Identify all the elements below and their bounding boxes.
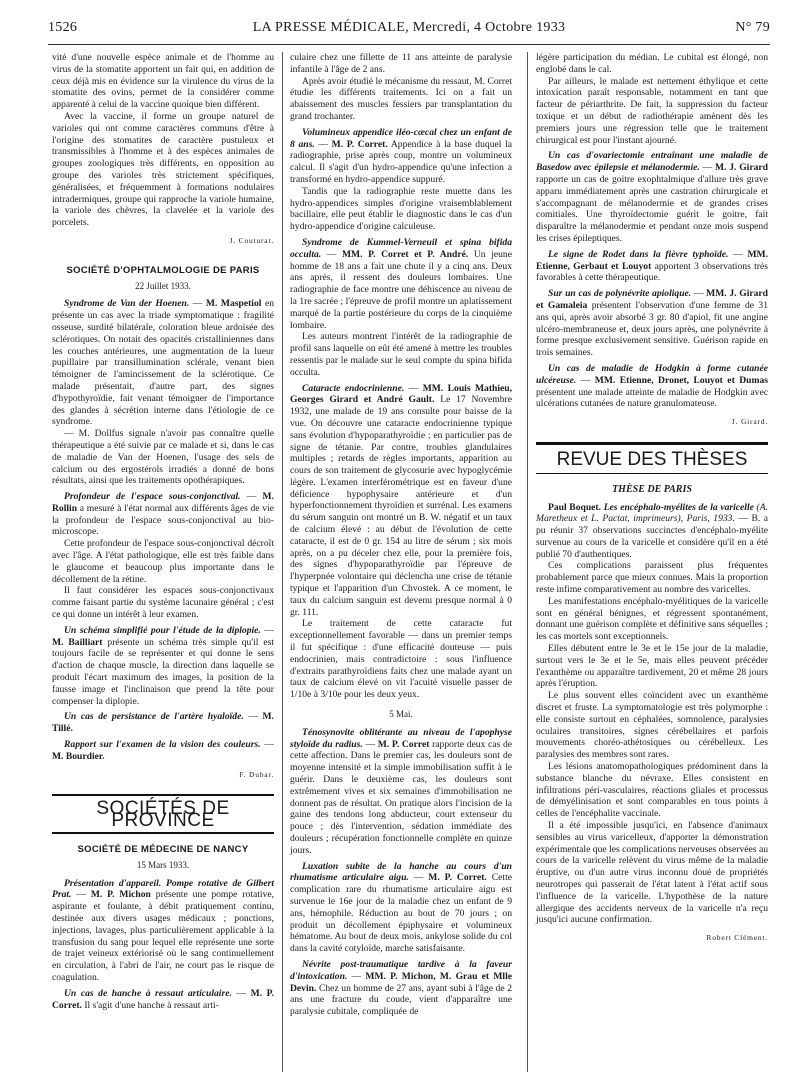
paragraph: Le plus souvent elles coïncident avec un exanthème discret et fruste. La symptomatologie est très polymorphe : elle consiste surtout en céphalées, somnolence, paralysies oculaires transitoires, signes cérébellaires et parfois mouvements choréo-athétosiques ou cérébelleux. Les paralysies des membres sont rares. (536, 690, 768, 761)
article-text: Chez un homme de 27 ans, ayant subi à l'âge de 2 ans une fracture du coude, vient d'apparaître une paralysie cubitale, compliquée de (290, 982, 512, 1018)
header-rule (48, 44, 770, 45)
subsection-heading: THÈSE DE PARIS (612, 483, 692, 495)
article-author: M. P. Michon (90, 889, 151, 901)
article-text: a mesuré à l'état normal aux différents âges de vie la profondeur de l'espace sous-conjonctival au bio-microscope. (52, 502, 274, 538)
article: Cataracte endocrinienne. — MM. Louis Mathieu, Georges Girard et André Gault. Le 17 Novembre 1932, une malade de 19 ans consulte pour baisse de la vue. On découvre une cataracte endocrinienne typique sans évolution d'hypoparathyroïdie ; en particulier pas de signe de tétanie. Par contre, troubles glandulaires multiples ; retards de règles importants, apparition au cours de son traitement de glycosurie avec hypoglycémie légère. L'examen interférométrique est en faveur d'une déficience hypophysaire antérieure et d'un hyperfonctionnement thyroïdien et surrénal. Les examens du sérum sanguin ont montré un B. W. négatif et un taux de calcium élevé : au début de l'évolution de cette cataracte, il est de 0 gr. 154 au litre de sérum ; six mois après, on a pu déceler chez elle, pour la première fois, des signes d'hypoparathyroïdie par l'épreuve de l'hyperpnée volontaire qui déclencha une crise de tétanie typique et l'apparition d'un Chvostek. A ce moment, le taux du calcium sanguin est devenu presque normal à 0 gr. 111. (290, 382, 513, 618)
article: Un cas de maladie de Hodgkin à forme cutanée ulcéreuse. — MM. Etienne, Dronet, Louyot et Dumas présentent une malade atteinte de maladie de Hodgkin avec ulcérations cutanées de nature granulomateuse. (536, 362, 769, 410)
article-title: Un schéma simplifié pour l'étude de la diplopie. (64, 624, 261, 636)
article-text: Appendice à la base duquel la radiographie, prise après coup, montre un volumineux calcul. Il s'agit d'un hydro-appendice qu'une infection a transformé en hydro-appendice suppuré. (290, 138, 513, 185)
article-title: Cataracte endocrinienne. (302, 382, 405, 394)
article: Le signe de Rodet dans la fièvre typhoïde. — MM. Etienne, Gerbaut et Louyot apportent 3 observations très favorables à cette thérapeutique. (536, 248, 768, 284)
paragraph: — M. Dollfus signale n'avoir pas connaître quelle thérapeutique a été suivie par ce malade et si, dans le cas de maladie de Van der Hoenen, l'usage des sels de calcium ou des ergostérols irradiés a donné de bons résultats, ainsi que les traitements opothérapiques. (52, 428, 274, 487)
article-title: Le signe de Rodet dans la fièvre typhoïde. (548, 248, 729, 260)
journal-title: LA PRESSE MÉDICALE, Mercredi, 4 Octobre 1933 (252, 20, 566, 35)
article: Rapport sur l'examen de la vision des couleurs. — M. Bourdier. (52, 739, 274, 762)
article-title: Syndrome de Kummel-Verneuil et spina bifida occulta. (290, 236, 512, 260)
article-title: Névrite post-traumatique tardive à la faveur d'intoxication. (290, 958, 512, 982)
paragraph: Les auteurs montrent l'intérêt de la radiographie de profil sans laquelle on eût été amené à mettre les troubles ressentis par le malade sur le seul compte du spina bifida occulta. (290, 331, 512, 378)
article-text: présente une pompe rotative, aspirante et foulante, à débit pratiquement continu, destinée aux divers usages médicaux ; ponctions, injections, lavages, plus particulièrement applicable à la transfusion du sang pour lequel elle représente une sorte de trajet veineux extériorisé où le sang continuellement en circulation, à l'abri de l'air, ne court pas le risque de coagulation. (52, 889, 275, 983)
column-3 (536, 52, 768, 952)
article-text: Le 17 Novembre 1932, une malade de 19 ans consulte pour baisse de la vue. On découvre une cataracte endocrinienne typique sans évolution d'hypoparathyroïdie ; en particulier pas de signe de tétanie. Par contre, troubles glandulaires multiples ; retards de règles importants, apparition au cours de son traitement de glycosurie avec hypoglycémie légère. L'examen interférométrique est en faveur d'une déficience hypophysaire antérieure et d'un hyperfonctionnement thyroïdien et surrénal. Les examens du sérum sanguin ont montré un B. W. négatif et un taux de calcium élevé : au début de l'évolution de cette cataracte, il est de 0 gr. 154 au litre de sérum ; six mois après, on a pu déceler chez elle, pour la première fois, des signes d'hypoparathyroïdie par l'épreuve de l'hyperpnée volontaire qui déclencha une crise de tétanie typique et l'apparition d'un Chvostek. A ce moment, le taux du calcium sanguin est devenu presque normal à 0 gr. 111. (290, 394, 512, 618)
page-number: 1526 (48, 20, 78, 35)
article: Profondeur de l'espace sous-conjonctival. — M. Rollin a mesuré à l'état normal aux différents âges de vie la profondeur de l'espace sous-conjonctival au bio-microscope. (52, 491, 275, 538)
article-text: en présente un cas avec la triade symptomatique : fragilité osseuse, surdité bilatérale, coloration bleue ardoisée des sclérotiques. On notait des opacités cristalliniennes dans les couches antérieures, une augmentation de la lueur pupillaire par transillumination sclérale, venant bien témoigner de l'amincissement de la sclérotique. Ce malade présentait, d'autre part, des signes d'hypothyroïdie, fait venant témoigner de l'importance des glandes à sécrétion interne dans l'étiologie de ce syndrome. (52, 298, 275, 428)
article-author: M. Bourdier. (52, 750, 105, 762)
paragraph: culaire chez une fillette de 11 ans atteinte de paralysie infantile à l'âge de 2 ans. (290, 52, 512, 75)
article-author: M. Maspetiol (205, 298, 262, 310)
article-title: Sur un cas de polynévrite apiolique. (548, 288, 692, 300)
article-author: M. Bailliart (52, 636, 103, 648)
article-text: rapporte deux cas de cette affection. Dans le premier cas, les douleurs sont de moyenne intensité et la simple immobilisation suffit à le guérir. Dans le deuxième cas, les douleurs sont extrêmement vives et six semaines d'immobilisation ne donnent pas de résultat. On pratique alors l'incision de la gaine des tendons long abducteur, court extenseur du pouce ; dès l'intervention, sédation immédiate des douleurs ; récupération fonctionnelle complète en quinze jours. (290, 738, 512, 856)
issue-number: N° 79 (735, 20, 770, 35)
column-divider (527, 52, 528, 1072)
paragraph: Il faut considérer les espaces sous-conjonctivaux comme faisant partie du système lacunaire général ; c'est ce qui donne un intérêt à leur examen. (52, 585, 274, 621)
column-2 (290, 52, 512, 1018)
article-text: apportent 3 observations très favorables à cette thérapeutique. (536, 260, 768, 284)
article-title: Rapport sur l'examen de la vision des couleurs. (64, 739, 261, 751)
article-text: Cette complication rare du rhumatisme articulaire aigu est survenue le 16e jour de la maladie chez un enfant de 9 ans, hémophile. Réduction au bout de 70 jours ; on produit un décollement épiphysaire et volumineux hématome. Au bout de deux mois, ankylose solide du col dans la cavité cotyloïde, marche satisfaisante. (290, 872, 513, 955)
article-title: Les encéphalo-myélites de la varicelle (603, 501, 754, 513)
article-text: Il s'agit d'une hanche à ressaut arti- (84, 999, 219, 1011)
paragraph: Par ailleurs, le malade est nettement éthylique et cette intoxication paraît responsable, notamment en tant que facteur de périarthrite. De fait, la suppression du facteur toxique et un début de radiothérapie amènent dès les premiers jours une régression telle que le traitement chirurgical est pour l'instant ajourné. (536, 75, 768, 146)
section-heading: REVUE DES THÈSES (536, 442, 768, 474)
paragraph: Le traitement de cette cataracte fut exceptionnellement favorable — dans un premier temps il fut spécifique : d'une efficacité douteuse — puis endocrinien, mais contradictoire : sous l'influence d'extraits parathyroïdiens faits chez une malade ayant un taux de calcium élevé on vit l'acuité visuelle passer de 1/10e à 3/10e pour les deux yeux. (290, 618, 512, 701)
article-text: Un jeune homme de 18 ans a fait une chute il y a cinq ans. Deux ans après, il ressent des douleurs lombaires. Une radiographie de face montre une déhiscence au niveau de la 1re sacrée ; l'épreuve de profil montre un aplatissement marqué de la partie postérieure du corps de la cinquième lombaire. (290, 248, 512, 331)
session-date: 15 Mars 1933. (136, 859, 190, 870)
article: Syndrome de Van der Hoenen. — M. Maspetiol en présente un cas avec la triade symptomatique : fragilité osseuse, surdité bilatérale, coloration bleue ardoisée des sclérotiques. On notait des opacités cristalliniennes dans les couches antérieures, une augmentation de la lueur pupillaire par transillumination sclérale, venant bien témoigner de l'amincissement de la sclérotique. Ce malade présentait, d'autre part, des signes d'hypothyroïdie, fait venant témoigner de l'importance des glandes à sécrétion interne dans l'étiologie de ce syndrome. (52, 298, 275, 428)
article-title: Un cas d'ovariectomie entraînant une maladie de Basedow avec épilepsie et mélanodermie. (536, 150, 768, 174)
article-author: M. Rollin (52, 491, 275, 514)
article-author: MM. P. Corret et P. André. (342, 248, 469, 260)
paragraph: Ces complications paraissent plus fréquentes probablement parce que mieux connues. Mais la proportion reste infime comparativement au nombre des varicelles. (536, 560, 768, 596)
society-heading: SOCIÉTÉ D'OPHTALMOLOGIE DE PARIS (66, 264, 260, 276)
paragraph: Les lésions anatomopathologiques prédominent dans la substance blanche du névraxe. Elles consistent en infiltrations péri-vasculaires, réactions gliales et processus de démyélinisation et sont comparables en tous points à celles de l'encéphalite vaccinale. (536, 761, 768, 820)
paragraph: Après avoir étudié le mécanisme du ressaut, M. Corret étudie les différents traitements. Ici on a fait un abaissement des muscles fessiers par transplantation du grand trochanter. (290, 75, 512, 122)
article: Ténosynovite oblitérante au niveau de l'apophyse styloïde du radius. — M. P. Corret rapporte deux cas de cette affection. Dans le premier cas, les douleurs sont de moyenne intensité et la simple immobilisation suffit à le guérir. Dans le deuxième cas, les douleurs sont extrêmement vives et six semaines d'immobilisation ne donnent pas de résultat. On pratique alors l'incision de la gaine des tendons long abducteur, court extenseur du pouce ; dès l'intervention, sédation immédiate des douleurs ; récupération fonctionnelle complète en quinze jours. (290, 726, 512, 856)
article-title: Un cas de hanche à ressaut articulaire. (64, 987, 232, 999)
paragraph: Cette profondeur de l'espace sous-conjonctival décroît avec l'âge. A l'état pathologique, elle est très faible dans le glaucome et beaucoup plus importante dans le décollement de la rétine. (52, 538, 274, 585)
session-date: 22 Juillet 1933. (135, 280, 191, 291)
article-text: présente un schéma très simple qu'il est toujours facile de se représenter et qui donne le sens d'action de chaque muscle, la direction dans laquelle se produit l'écart maximum des images, la position de la fausse image et l'inclinaison que prend la tête pour compenser la diplopie. (52, 636, 274, 707)
paragraph: vité d'une nouvelle espèce animale et de l'homme au virus de la stomatite apportent un fait qui, en addition de ceux déjà mis en évidence sur la virulence du virus de la stomatite des ovins, permet de la considérer comme apparenté à celui de la vaccine quoique bien différent. (52, 52, 274, 111)
article-author: M. Tillé. (52, 711, 274, 735)
article-title: Volumineux appendice iléo-cæcal chez un enfant de 8 ans. (290, 126, 512, 150)
article-title: Un cas de persistance de l'artère hyaloïde. (64, 711, 244, 723)
article: Névrite post-traumatique tardive à la faveur d'intoxication. — MM. P. Michon, M. Grau et Mlle Devin. Chez un homme de 27 ans, ayant subi à l'âge de 2 ans une fracture du coude, vient d'apparaître une paralysie cubitale, compliquée de (290, 958, 513, 1018)
article: Syndrome de Kummel-Verneuil et spina bifida occulta. — MM. P. Corret et P. André. Un jeune homme de 18 ans a fait une chute il y a cinq ans. Deux ans après, il ressent des douleurs lombaires. Une radiographie de face montre une déhiscence au niveau de la 1re sacrée ; l'épreuve de profil montre un aplatissement marqué de la partie postérieure du corps de la cinquième lombaire. (290, 236, 512, 331)
paragraph: Il a été impossible jusqu'ici, en l'absence d'animaux sensibles au virus varicelleux, d'apporter la démonstration expérimentale que les complications nerveuses observées au cours de la varicelle relèvent du virus même de la maladie éruptive, ou d'un autre virus inconnu doué de propriétés neurotropes qui passerait de l'état latent à l'état actif sous l'influence de la varicelle. L'hypothèse de la nature allergique des accidents nerveux de la varicelle n'a reçu jusqu'ici aucune confirmation. (536, 820, 768, 926)
signature: J. Girard. (731, 417, 768, 427)
session-date: 5 Mai. (389, 709, 413, 720)
article-author: MM. P. Michon, M. Grau et Mlle Devin. (290, 970, 513, 994)
article-title: Ténosynovite oblitérante au niveau de l'apophyse styloïde du radius. (290, 726, 512, 750)
column-1 (52, 52, 274, 1011)
article: Sur un cas de polynévrite apiolique. — MM. J. Girard et Gamaleia présentent l'observation d'une femme de 31 ans qui, après avoir absorbé 3 gr. 80 d'apiol, fit une angine ulcéro-membraneuse et, deux jours après, une polynévrite à forme presque exclusivement sensitive. Guérison rapide en trois semaines. (536, 288, 769, 359)
paragraph: Avec la vaccine, il forme un groupe naturel de varioles qui ont comme caractères communs d'être à l'origine des stomatites de caractère pustuleux et transmissibles à l'homme et à des espèces animales de groupes zoologiques très différents, en opposition au groupe des varioles très strictement spécifiques, généralisées, et fréquemment à formations nodulaires intradermiques, groupe qui rapproche la variole humaine, la variole des chèvres, la clavelée et la variole des porcelets. (52, 110, 274, 229)
paragraph: Elles débutent entre le 3e et le 15e jour de la maladie, surtout vers le 3e et le 5e, mais elles peuvent précéder l'exanthème ou apparaître tardivement, 20 et même 28 jours après l'éruption. (536, 643, 768, 690)
column-divider (282, 52, 283, 1072)
article-author: MM. Etienne, Dronet, Louyot et Dumas (594, 374, 769, 386)
paragraph: légère participation du médian. Le cubital est élongé, non englobé dans le cal. (536, 52, 768, 75)
article-author: M. P. Corret. (428, 872, 487, 884)
article-title: Luxation subite de la hanche au cours d'un rhumatisme articulaire aigu. (290, 860, 512, 884)
article-text: rapporte un cas de goitre exophtalmique d'allure très grave apparu immédiatement après une castration chirurgicale et s'accompagnant de mélanodermie et de grandes crises comitiales. Une thyroïdectomie guérit le goitre, fait disparaître la mélanodermie et pendant onze mois suspend les crises épileptiques. (536, 173, 768, 244)
article-title: Profondeur de l'espace sous-conjonctival. (64, 491, 241, 503)
paragraph: Tandis que la radiographie reste muette dans les hydro-appendices simples d'origine vraisemblablement bacillaire, elle peut établir le diagnostic dans le cas d'un hydro-appendice d'origine calculeuse. (290, 185, 512, 233)
signature: J. Couturat. (229, 235, 274, 245)
article-text: B. a pu réunir 37 observations succinctes d'encéphalo-myélite survenue au cours de la varicelle et considère qu'il en a été publié 70 d'authentiques. (536, 513, 768, 560)
article-author: M. J. Girard (714, 162, 768, 174)
article: Un cas d'ovariectomie entraînant une maladie de Basedow avec épilepsie et mélanodermie. — M. J. Girard rapporte un cas de goitre exophtalmique d'allure très grave apparu immédiatement après une castration chirurgicale et s'accompagnant de mélanodermie et de grandes crises comitiales. Une thyroïdectomie guérit le goitre, fait disparaître la mélanodermie et pendant onze mois suspend les crises épileptiques. (536, 150, 768, 244)
article: Volumineux appendice iléo-cæcal chez un enfant de 8 ans. — M. P. Corret. Appendice à la base duquel la radiographie, prise après coup, montre un volumineux calcul. Il s'agit d'un hydro-appendice qu'une infection a transformé en hydro-appendice suppuré. (290, 126, 513, 185)
article-title: Syndrome de Van der Hoenen. (64, 298, 190, 310)
society-heading: SOCIÉTÉ DE MÉDECINE DE NANCY (77, 844, 249, 856)
article-title: Présentation d'appareil. Pompe rotative de Gilbert Prat. (52, 877, 274, 901)
section-heading: SOCIÉTÉS DE PROVINCE (52, 794, 274, 834)
article-citation: (A. Maretheux et L. Pactat, imprimeurs), Paris, 1933. (536, 501, 768, 525)
paragraph: Les manifestations encéphalo-myélitiques de la varicelle sont en général bénignes, et régressent spontanément, donnant une guérison complète et définitive sans séquelles ; les cas mortels sont exceptionnels. (536, 595, 768, 643)
signature: F. Dubar. (239, 769, 274, 779)
article-author: M. P. Corret. (331, 138, 388, 150)
article: Luxation subite de la hanche au cours d'un rhumatisme articulaire aigu. — M. P. Corret. Cette complication rare du rhumatisme articulaire aigu est survenue le 16e jour de la maladie chez un enfant de 9 ans, hémophile. Réduction au bout de 70 jours ; on produit un décollement épiphysaire et volumineux hématome. Au bout de deux mois, ankylose solide du col dans la cavité cotyloïde, marche satisfaisante. (290, 860, 513, 955)
article-text: présentent l'observation d'une femme de 31 ans qui, après avoir absorbé 3 gr. 80 d'apiol, fit une angine ulcéro-membraneuse et, deux jours après, une polynévrite à forme presque exclusivement sensitive. Guérison rapide en trois semaines. (536, 299, 768, 359)
signature: Robert Clément. (706, 933, 768, 943)
article: Paul Boquet. Les encéphalo-myélites de la varicelle (A. Maretheux et L. Pactat, imprimeurs), Paris, 1933. — B. a pu réunir 37 observations succinctes d'encéphalo-myélite survenue au cours de la varicelle et considère qu'il en a été publié 70 d'authentiques. (536, 501, 768, 560)
page-header (48, 20, 770, 42)
article-author: MM. J. Girard et Gamaleia (536, 288, 769, 311)
article-author: M. P. Corret. (52, 987, 274, 1011)
article: Un cas de persistance de l'artère hyaloïde. — M. Tillé. (52, 711, 274, 735)
article: Présentation d'appareil. Pompe rotative de Gilbert Prat. — M. P. Michon présente une pompe rotative, aspirante et foulante, à débit pratiquement continu, destinée aux divers usages médicaux ; ponctions, injections, lavages, plus particulièrement applicable à la transfusion du sang pour lequel elle représente une sorte de trajet veineux extériorisé où le sang continuellement en circulation, à l'abri de l'air, ne court pas le risque de coagulation. (52, 877, 275, 983)
article-author: Paul Boquet. (548, 501, 602, 513)
article: Un schéma simplifié pour l'étude de la diplopie. — M. Bailliart présente un schéma très simple qu'il est toujours facile de se représenter et qui donne le sens d'action de chaque muscle, la direction dans laquelle se produit l'écart maximum des images, la position de la fausse image et l'inclinaison que prend la tête pour compenser la diplopie. (52, 624, 275, 707)
article-text: présentent une malade atteinte de maladie de Hodgkin avec ulcérations cutanées de nature granulomateuse. (536, 386, 768, 410)
article-author: M. P. Corret (377, 738, 430, 750)
article: Un cas de hanche à ressaut articulaire. — M. P. Corret. Il s'agit d'une hanche à ressaut arti- (52, 987, 274, 1011)
article-author: MM. Louis Mathieu, Georges Girard et André Gault. (290, 382, 513, 406)
article-author: MM. Etienne, Gerbaut et Louyot (536, 248, 768, 272)
article-title: Un cas de maladie de Hodgkin à forme cutanée ulcéreuse. (536, 362, 768, 386)
